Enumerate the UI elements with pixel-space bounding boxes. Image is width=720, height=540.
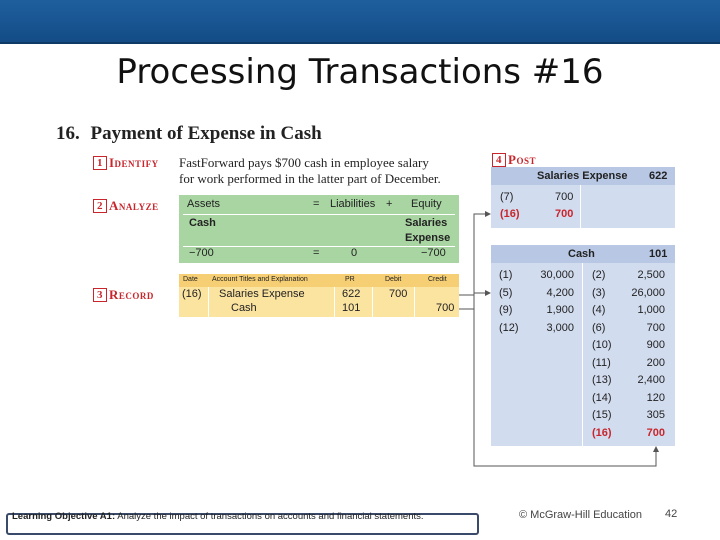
identify-line: FastForward pays $700 cash in employee salary (179, 155, 429, 170)
ledger-ref: (12) (499, 321, 519, 334)
ledger-ref: (3) (592, 286, 606, 299)
ledger-ref: (16) (592, 426, 612, 439)
ledger-ref: (10) (592, 339, 612, 351)
journal-col-account: Account Titles and Explanation (212, 276, 308, 283)
ledger-amount: 900 (646, 339, 665, 351)
ledger-amount: 3,000 (546, 321, 574, 334)
ledger-ref: (9) (499, 304, 513, 316)
assets-label: Assets (187, 198, 221, 210)
equity-amount: −700 (421, 247, 446, 259)
ledger-amount: 1,000 (637, 304, 665, 316)
ledger-title: Salaries Expense (537, 170, 628, 182)
ledger-amount: 26,000 (631, 286, 665, 299)
journal-account: Cash (231, 302, 257, 314)
objective-label: Learning Objective A1: (12, 511, 116, 522)
journal-account: Salaries Expense (219, 288, 305, 300)
step-label: Analyze (109, 198, 159, 213)
ledger-number: 101 (649, 248, 668, 260)
ledger-ref: (2) (592, 269, 606, 281)
ledger-amount: 700 (555, 208, 574, 220)
ledger-amount: 700 (646, 426, 665, 439)
salaries-account: Salaries (405, 217, 448, 229)
ledger-ref: (16) (500, 208, 520, 220)
objective-text: Analyze the impact of transactions on accounts and financial statements. (115, 511, 424, 522)
ledger-ref: (4) (592, 304, 606, 316)
equity-label: Equity (411, 198, 442, 210)
step-number: 1 (93, 156, 107, 170)
ledger-ref: (7) (500, 191, 514, 203)
journal-date: (16) (182, 288, 202, 300)
ledger-amount: 2,400 (637, 374, 665, 386)
page-number: 42 (665, 508, 678, 520)
cash-account: Cash (189, 217, 216, 229)
equals-sign: = (313, 198, 320, 210)
ledger-ref: (5) (499, 286, 513, 299)
transaction-number: 16. (56, 123, 80, 144)
ledger-amount: 200 (646, 356, 665, 369)
identify-line: for work performed in the latter part of December. (179, 171, 441, 186)
slide-title: Processing Transactions #16 (116, 52, 604, 92)
ledger-amount: 700 (646, 321, 665, 334)
ledger-amount: 305 (646, 409, 665, 421)
ledger-amount: 1,900 (546, 304, 574, 316)
transaction-title: Payment of Expense in Cash (90, 123, 322, 144)
ledger-amount: 700 (555, 191, 574, 203)
ledger-ref: (13) (592, 374, 612, 386)
ledger-title: Cash (568, 248, 595, 260)
journal-pr: 101 (342, 302, 361, 314)
journal-col-date: Date (183, 276, 198, 283)
step-number: 4 (492, 153, 506, 167)
arrow-to-salaries (459, 214, 486, 295)
liabilities-label: Liabilities (330, 198, 376, 210)
expense-account: Expense (405, 232, 451, 244)
ledger-amount: 120 (646, 391, 665, 404)
liabilities-amount: 0 (351, 247, 358, 259)
copyright-notice: © McGraw-Hill Education (519, 509, 643, 521)
footer-objective (12, 511, 452, 523)
assets-amount: −700 (189, 247, 214, 259)
equals-sign: = (313, 247, 320, 259)
journal-pr: 622 (342, 288, 361, 300)
ledger-ref: (15) (592, 409, 612, 421)
ledger-amount: 2,500 (637, 269, 665, 281)
ledger-amount: 4,200 (546, 286, 574, 299)
journal-col-credit: Credit (428, 276, 447, 283)
ledger-number: 622 (649, 170, 668, 182)
journal-col-pr: PR (345, 276, 355, 283)
ledger-ref: (11) (592, 356, 611, 369)
step-label: Post (508, 152, 536, 167)
plus-sign: + (386, 198, 393, 210)
journal-debit: 700 (389, 288, 408, 300)
ledger-amount: 30,000 (540, 269, 574, 281)
step-label: Record (109, 287, 154, 302)
step-number: 3 (93, 288, 107, 302)
journal-credit: 700 (436, 302, 455, 314)
journal-col-debit: Debit (385, 276, 402, 283)
arrow-to-cash-credit (474, 309, 656, 466)
step-number: 2 (93, 199, 107, 213)
step-label: Identify (109, 155, 159, 170)
ledger-ref: (14) (592, 391, 612, 404)
ledger-ref: (6) (592, 321, 606, 334)
ledger-ref: (1) (499, 269, 513, 281)
